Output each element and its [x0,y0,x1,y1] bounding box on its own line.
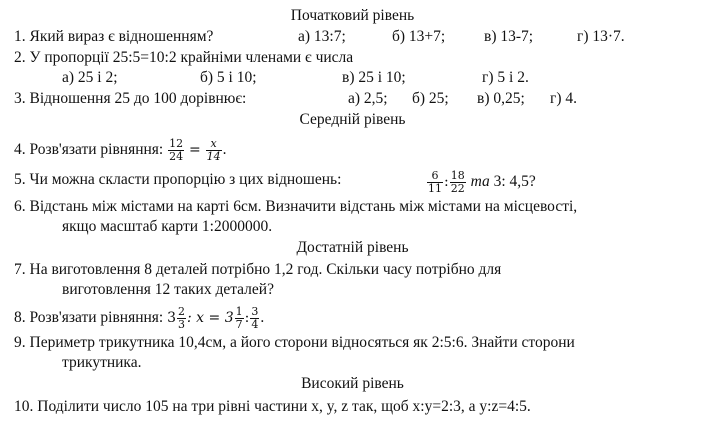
question-4-text: 4. Розв'язати рівняння: [14,141,164,159]
q5-colon: : [444,174,449,191]
question-6-line-2: якщо масштаб карти 1:2000000. [62,218,273,235]
q1-option-d: г) 13·7. [577,28,625,45]
q4-fraction-1-numerator: 12 [169,137,184,150]
question-3: 3. Відношення 25 до 100 дорівнює: [14,90,247,107]
q8-fraction-2-numerator: 1 [235,305,243,318]
q5-fraction-1-denominator: 11 [428,182,442,195]
q1-option-a: а) 13:7; [298,28,346,45]
level-heading-high: Високий рівень [301,375,404,392]
q8-fraction-1-denominator: 3 [178,318,186,331]
question-8 [14,306,264,331]
q8-period: . [260,309,265,327]
question-9-line-2: трикутника. [62,354,142,371]
question-9-line-1: 9. Периметр трикутника 10,4см, а його сторони відносяться як 2:5:6. Знайти сторони [14,334,575,351]
q5-conjunction: та [470,173,490,191]
question-1: 1. Який вираз є відношенням? [14,28,214,45]
q5-fraction-1 [427,170,443,195]
q4-fraction-1 [168,138,184,163]
q4-period: . [222,141,227,159]
level-heading-sufficient: Достатній рівень [296,239,409,256]
question-7-line-2: виготовлення 12 таких деталей? [62,281,274,298]
q3-option-a: а) 2,5; [348,90,388,107]
q3-option-b: б) 25; [412,90,449,107]
question-6-line-1: 6. Відстань між містами на карті 6см. Визначити відстань між містами на місцевості, [14,198,578,215]
q8-colon: : [244,310,250,327]
q8-fraction-2 [235,306,244,331]
question-2: 2. У пропорції 25:5=10:2 крайніми членами є числа [14,49,354,66]
q8-fraction-3-denominator: 4 [251,318,259,331]
q1-option-c: в) 13-7; [484,28,534,45]
q2-option-a: а) 25 і 2; [62,69,118,86]
q5-fraction-2-numerator: 18 [450,169,465,182]
q5-fraction-2 [450,170,466,195]
q4-equals: = [188,142,201,159]
q2-option-c: в) 25 і 10; [342,69,406,86]
q1-option-b: б) 13+7; [392,28,446,45]
question-5: 5. Чи можна скласти пропорцію з цих відношень: [14,171,342,188]
question-4 [14,138,226,163]
question-10: 10. Поділити число 105 на три рівні частини x, y, z так, щоб x:y=2:3, а y:z=4:5. [14,398,531,415]
q4-fraction-2 [206,138,222,163]
q5-fraction-2-denominator: 22 [450,182,465,195]
q4-fraction-2-denominator: 14 [206,150,221,163]
q2-option-b: б) 5 і 10; [200,69,257,86]
q5-second-ratio: 3: 4,5? [493,173,536,191]
q8-fraction-2-denominator: 7 [235,318,243,331]
q5-fraction-1-numerator: 6 [431,169,439,182]
level-heading-initial: Початковий рівень [290,7,415,24]
q8-fraction-1 [177,306,186,331]
q4-fraction-1-denominator: 24 [169,150,184,163]
q4-fraction-2-numerator: x [210,137,217,150]
q8-fraction-3-numerator: 3 [251,305,259,318]
q8-fraction-1-numerator: 2 [178,305,186,318]
question-7-line-1: 7. На виготовлення 8 деталей потрібно 1,2 год. Скільки часу потрібно для [14,261,502,278]
q8-fraction-3 [250,306,259,331]
q8-whole-1: 3 [167,310,177,327]
q3-option-c: в) 0,25; [477,90,525,107]
q8-middle: : x = 3 [187,310,234,327]
q5-expression [426,170,536,195]
q3-option-d: г) 4. [550,90,578,107]
q2-option-d: г) 5 і 2. [482,69,529,86]
question-8-text: 8. Розв'язати рівняння: [14,309,164,327]
level-heading-middle: Середній рівень [299,111,406,128]
